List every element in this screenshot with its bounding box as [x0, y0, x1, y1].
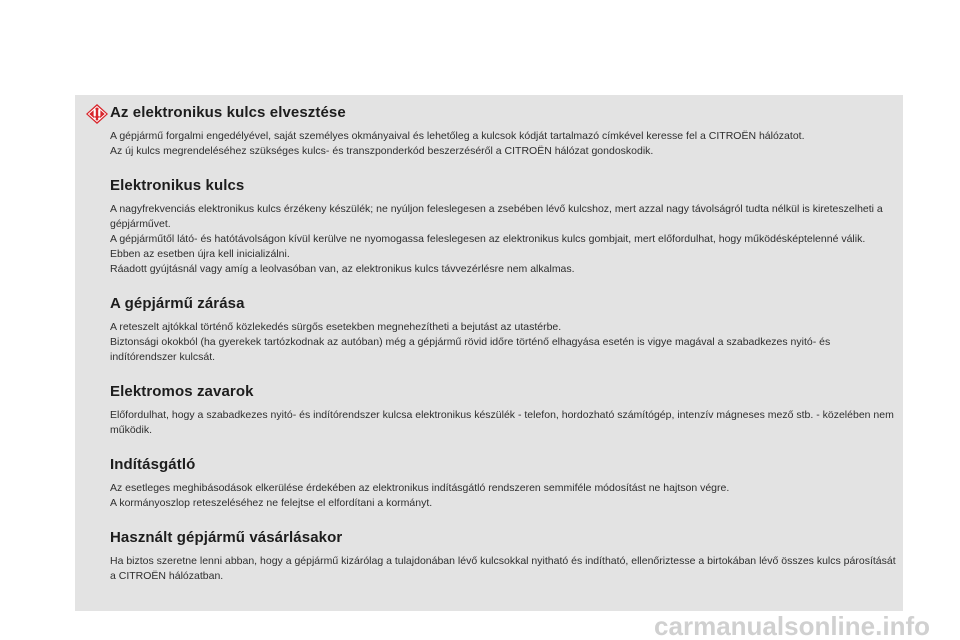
section-locking	[110, 294, 896, 365]
section-paragraph: Ráadott gyújtásnál vagy amíg a leolvasóban van, az elektronikus kulcs távvezérlésre nem alkalmas.	[110, 263, 575, 275]
section-title: Elektromos zavarok	[110, 383, 254, 400]
section-paragraph: Az esetleges meghibásodások elkerülése érdekében az elektronikus indításgátló rendszeren semmiféle módosítást ne hajtson végre.	[110, 482, 730, 494]
section-paragraph: A gépjárműtől látó- és hatótávolságon kívül kerülve ne nyomogassa feleslegesen az elektronikus kulcs gombjait, mert előfordulhat, hogy működésképtelenné válik. Ebben az esetben újra kell inicializálni.	[110, 233, 866, 260]
section-used-vehicle	[110, 528, 896, 584]
section-paragraph: A reteszelt ajtókkal történő közlekedés sürgős esetekben megnehezítheti a bejutást az utastérbe.	[110, 321, 562, 333]
section-paragraph: A gépjármű forgalmi engedélyével, saját személyes okmányaival és lehetőleg a kulcsok kódját tartalmazó címkével keresse fel a CITROËN hálózatot.	[110, 130, 805, 142]
section-paragraph: Az új kulcs megrendeléséhez szükséges kulcs- és transzponderkód beszerzéséről a CITROËN hálózat gondoskodik.	[110, 145, 654, 157]
section-paragraph: Ha biztos szeretne lenni abban, hogy a gépjármű kizárólag a tulajdonában lévő kulcsokkal nyitható és indítható, ellenőriztesse a birtokában lévő összes kulcs párosítását a CITROËN hálózatban.	[110, 555, 896, 582]
section-title: A gépjármű zárása	[110, 295, 245, 312]
section-paragraph: A kormányoszlop reteszeléséhez ne felejtse el elfordítani a kormányt.	[110, 497, 433, 509]
section-electronic-key	[110, 176, 896, 277]
section-lost-key	[110, 103, 896, 159]
section-title: Az elektronikus kulcs elvesztése	[110, 104, 346, 121]
section-paragraph: A nagyfrekvenciás elektronikus kulcs érzékeny készülék; ne nyúljon feleslegesen a zsebében lévő kulcshoz, mert azzal nagy távolságról tudta nélkül is kireteszelheti a gépjárművet.	[110, 203, 883, 230]
section-electrical-interference	[110, 382, 896, 438]
section-paragraph: Biztonsági okokból (ha gyerekek tartózkodnak az autóban) még a gépjármű rövid időre történő elhagyása esetén is vigye magával a szabadkezes nyitó- és indítórendszer kulcsát.	[110, 336, 831, 363]
section-title: Elektronikus kulcs	[110, 177, 245, 194]
section-title: Indításgátló	[110, 456, 196, 473]
warning-exclamation-icon	[84, 103, 110, 125]
section-title: Használt gépjármű vásárlásakor	[110, 529, 343, 546]
section-paragraph: Előfordulhat, hogy a szabadkezes nyitó- és indítórendszer kulcsa elektronikus készülék - telefon, hordozható számítógép, intenzív mágneses mező stb. - közelében nem működik.	[110, 409, 894, 436]
content	[110, 103, 896, 584]
section-immobiliser	[110, 455, 896, 511]
watermark: carmanualsonline.info	[654, 611, 930, 640]
